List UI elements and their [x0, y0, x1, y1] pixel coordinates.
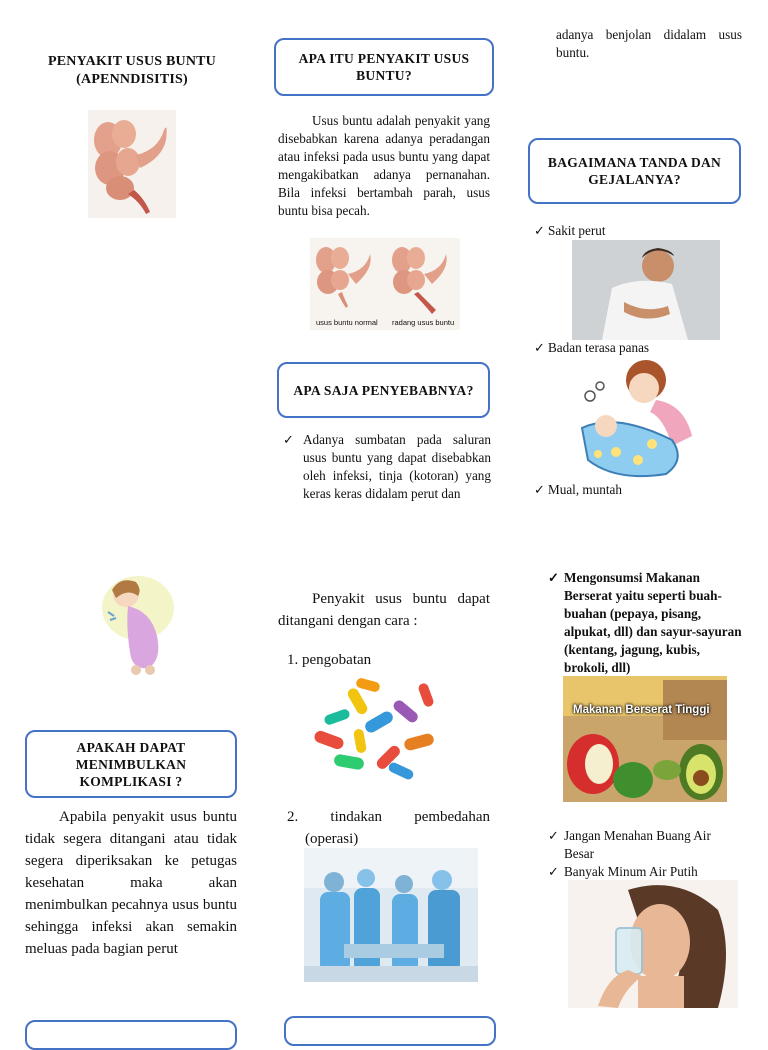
symptom-3-text: Mual, muntah [548, 482, 622, 497]
treatment-item-2-text: 2. tindakan pembedahan (operasi) [287, 809, 490, 847]
symptom-heading-box [528, 138, 741, 204]
drinking-water-photo [568, 880, 738, 1008]
appendix-comparison-illustration [310, 238, 460, 330]
bottom-box-left [25, 1020, 237, 1050]
title-line: PENYAKIT USUS BUNTU [48, 54, 216, 69]
complication-heading: APAKAH DAPAT MENIMBULKAN KOMPLIKASI ? [75, 739, 187, 789]
subtitle-line: (APENNDISITIS) [76, 72, 188, 87]
symptom-2-text: Badan terasa panas [548, 340, 650, 355]
what-is-paragraph: Usus buntu adalah penyakit yang disebabkan karena adanya peradangan atau infeksi pada usus buntu yang dapat mengakibatkan adanya pernanahan. Bila infeksi bertambah parah, usus buntu bisa pecah. [278, 113, 490, 218]
label-normal: usus buntu normal [316, 318, 378, 327]
check-icon: ✓ [548, 864, 560, 879]
prevention-item-2 [548, 827, 742, 863]
check-icon: ✓ [534, 340, 546, 355]
prevention-1-text: Mengonsumsi Makanan Berserat yaitu seperti buah-buahan (pepaya, pisang, alpukat, dll) dan sayur-sayuran (kentang, jagung, kubis, brokoli, dll) [564, 570, 742, 675]
complication-paragraph: Apabila penyakit usus buntu tidak segera ditangani atau tidak segera diperiksakan ke petugas kesehatan maka akan menimbulkan pecahnya usus buntu sehingga infeksi akan semakin meluas pada bagian perut [25, 809, 237, 957]
stomach-ache-photo [572, 240, 720, 340]
what-is-heading-box [274, 38, 494, 96]
prevention-item-1 [548, 569, 742, 677]
prevention-item-3 [548, 863, 742, 881]
symptom-item-3 [534, 481, 622, 499]
appendix-illustration [88, 110, 176, 218]
symptom-heading: BAGAIMANA TANDA DAN GEJALANYA? [547, 155, 722, 187]
prevention-3-text: Banyak Minum Air Putih [564, 864, 698, 879]
symptom-item-2 [534, 339, 649, 357]
cause-text: Adanya sumbatan pada saluran usus buntu yang dapat disebabkan oleh infeksi, tinja (kotoran) yang keras keras didalam perut dan [303, 432, 491, 501]
cause-continued-text: adanya benjolan didalam usus buntu. [556, 27, 742, 60]
food-banner-text: Makanan Berserat Tinggi [573, 704, 710, 716]
check-icon: ✓ [548, 828, 560, 843]
surgery-photo [304, 848, 478, 982]
fiber-food-photo [563, 676, 727, 802]
sick-girl-illustration [98, 572, 188, 676]
check-icon: ✓ [534, 482, 546, 497]
treatment-intro: Penyakit usus buntu dapat ditangani dengan cara : [278, 591, 490, 629]
symptom-item-1 [534, 222, 606, 240]
cause-heading-box [277, 362, 490, 418]
check-icon: ✓ [548, 570, 560, 585]
prevention-2-text: Jangan Menahan Buang Air Besar [564, 828, 711, 861]
complication-heading-box [25, 730, 237, 798]
check-icon: ✓ [283, 432, 295, 447]
brochure-title [28, 53, 236, 89]
label-inflamed: radang usus buntu [392, 318, 455, 327]
symptom-1-text: Sakit perut [548, 223, 606, 238]
cause-heading: APA SAJA PENYEBABNYA? [293, 382, 474, 398]
check-icon: ✓ [534, 223, 546, 238]
pills-illustration [304, 676, 450, 786]
cause-item [283, 431, 491, 503]
what-is-heading: APA ITU PENYAKIT USUS BUNTU? [298, 51, 470, 83]
bottom-box-middle [284, 1016, 496, 1046]
treatment-item-1: 1. pengobatan [287, 652, 372, 668]
treatment-item-2 [287, 806, 490, 850]
fever-illustration [576, 356, 698, 482]
